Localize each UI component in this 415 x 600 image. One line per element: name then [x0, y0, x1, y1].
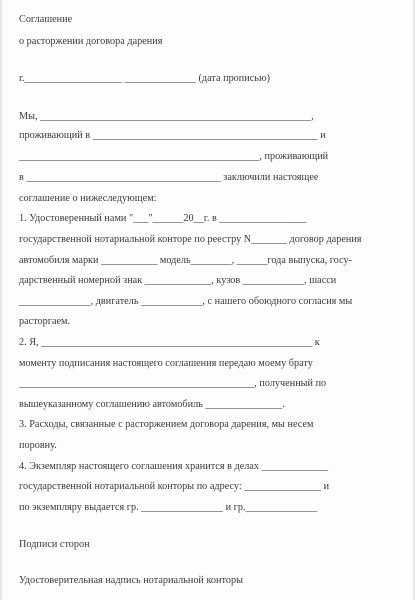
clause-4-line: 4. Экземпляр настоящего соглашения хранится в делах _____________	[19, 461, 329, 472]
clause-1-line: 1. Удостоверенный нами "___"______20__г. в _________________	[19, 213, 307, 224]
paragraph-line: Мы, _____________________________________________________,	[19, 111, 314, 122]
clause-2-line: вышеуказанному соглашению автомобиль _______________.	[19, 399, 285, 410]
paragraph-line: соглашение о нижеследующем:	[19, 193, 157, 204]
clause-1-line: дарственный номерной знак _____________, кузов ____________, шасси	[19, 275, 337, 286]
signatures-label: Подписи сторон	[19, 539, 90, 550]
clause-4-line: государственной нотариальной конторы по адресу: _______________ и	[19, 481, 330, 492]
city-date-line: г.___________________ ______________ (дата прописью)	[19, 73, 270, 84]
paragraph-line: в ______________________________________ заключили настоящее	[19, 172, 319, 183]
document-title: Соглашение	[19, 14, 73, 25]
clause-1-line: расторгаем.	[19, 316, 71, 327]
clause-1-line: государственной нотариальной конторе по реестру N_______ договор дарения	[19, 234, 362, 245]
clause-2-line: 2. Я, _____________________________________________________ к	[19, 337, 320, 348]
clause-2-line: ______________________________________________, полученный по	[19, 378, 327, 389]
document-subtitle: о расторжении договора дарения	[19, 36, 163, 47]
clause-1-line: ______________, двигатель ____________, с нашего обоюдного согласия мы	[19, 296, 353, 307]
clause-3-line: 3. Расходы, связанные с расторжением договора дарения, мы несем	[19, 419, 314, 430]
clause-4-line: по экземпляру выдается гр. ________________ и гр.______________	[19, 502, 318, 513]
clause-1-line: автомобиля марки ___________ модель________, ______года выпуска, госу-	[19, 255, 353, 266]
clause-3-line: поровну.	[19, 440, 57, 451]
notary-label: Удостоверительная надпись нотариальной конторы	[19, 575, 243, 586]
paragraph-line: _______________________________________________, проживающий	[19, 151, 329, 162]
clause-2-line: моменту подписания настоящего соглашения передаю моему брату	[19, 358, 313, 369]
paragraph-line: проживающий в ____________________________________________ и	[19, 130, 326, 141]
